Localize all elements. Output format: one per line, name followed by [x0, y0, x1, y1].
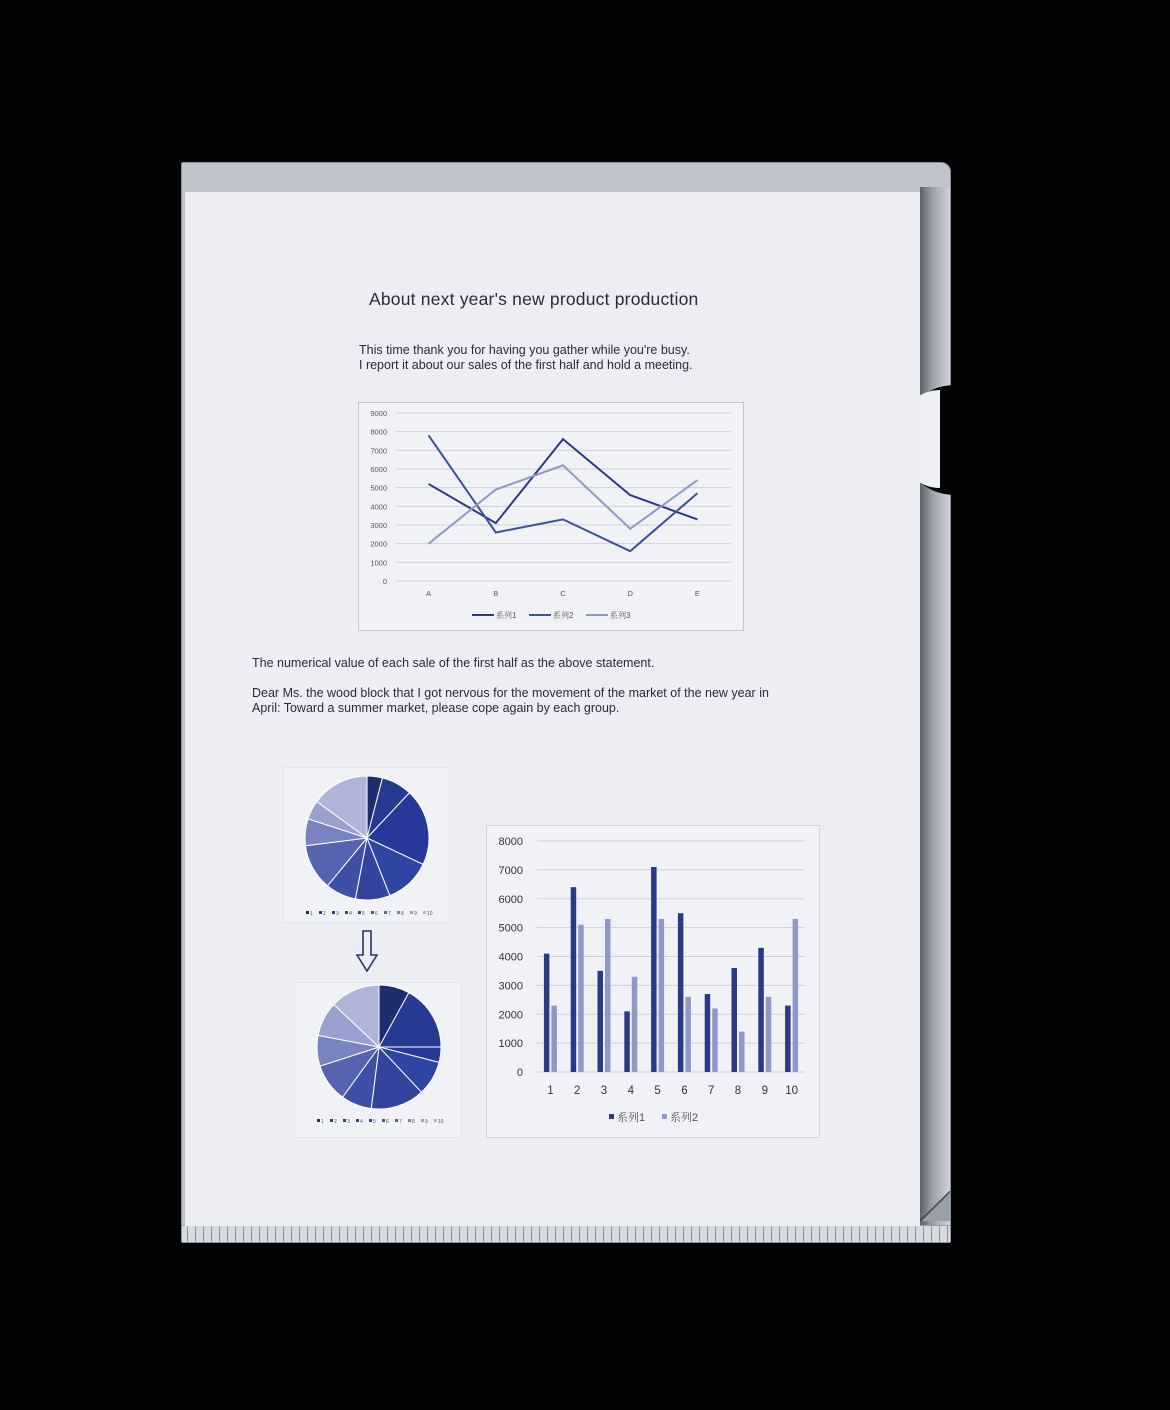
legend-label: 系列3 — [610, 611, 631, 620]
x-tick-label: 7 — [707, 1085, 715, 1097]
legend-label: 1 — [310, 911, 313, 917]
y-tick-label: 2000 — [498, 1009, 523, 1022]
y-tick-label: 3000 — [498, 980, 523, 993]
bar — [598, 971, 604, 1072]
legend-label: 系列1 — [496, 611, 517, 620]
bar — [685, 997, 691, 1072]
legend-swatch — [408, 1119, 411, 1122]
bar — [624, 1011, 630, 1072]
legend-label: 7 — [399, 1119, 402, 1125]
x-tick-label: C — [560, 589, 566, 598]
body-line-1: The numerical value of each sale of the first half as the above statement. — [252, 656, 655, 670]
y-tick-label: 0 — [382, 577, 387, 586]
x-tick-label: 8 — [734, 1085, 742, 1097]
y-tick-label: 6000 — [370, 465, 387, 474]
x-tick-label: 6 — [681, 1085, 688, 1097]
document-title: About next year's new product production — [369, 289, 699, 309]
bar — [659, 919, 665, 1072]
down-arrow-icon — [355, 929, 379, 975]
seal-strip — [182, 1225, 950, 1242]
bar — [578, 925, 584, 1072]
legend-swatch — [421, 1119, 424, 1122]
legend-label: 8 — [412, 1119, 415, 1125]
bar — [732, 968, 738, 1072]
bar — [651, 867, 657, 1072]
legend-swatch — [317, 1119, 320, 1122]
y-tick-label: 8000 — [498, 836, 523, 848]
body-line-3: April: Toward a summer market, please cope again by each group. — [252, 701, 620, 715]
legend-swatch — [306, 911, 309, 914]
x-tick-label: 2 — [573, 1085, 581, 1097]
x-tick-label: 10 — [785, 1085, 798, 1097]
x-tick-label: A — [426, 589, 432, 598]
bar — [766, 997, 772, 1072]
legend-label: 系列2 — [670, 1112, 699, 1124]
x-tick-label: 3 — [600, 1085, 608, 1097]
bar — [632, 977, 638, 1072]
series-line — [429, 435, 698, 551]
y-tick-label: 9000 — [370, 409, 387, 418]
legend-swatch — [384, 911, 387, 914]
legend-label: 系列1 — [617, 1112, 646, 1124]
legend-label: 系列2 — [553, 611, 574, 620]
legend-swatch — [345, 911, 348, 914]
y-tick-label: 4000 — [498, 951, 523, 964]
y-tick-label: 7000 — [498, 864, 523, 877]
y-tick-label: 6000 — [498, 893, 523, 906]
bar — [712, 1008, 718, 1072]
legend-label: 6 — [386, 1119, 389, 1125]
y-tick-label: 0 — [516, 1067, 523, 1079]
legend-swatch — [330, 1119, 333, 1122]
legend-label: 7 — [388, 911, 391, 917]
intro-line-2: I report it about our sales of the first half and hold a meeting. — [359, 358, 693, 372]
legend-label: 8 — [401, 911, 404, 917]
legend-swatch — [662, 1114, 667, 1119]
bar — [705, 994, 711, 1072]
corner-cut — [920, 1191, 950, 1221]
bar — [785, 1006, 791, 1072]
legend-label: 3 — [336, 911, 339, 917]
legend-label: 3 — [347, 1119, 350, 1125]
legend-label: 4 — [349, 911, 352, 917]
x-tick-label: 1 — [547, 1085, 554, 1097]
legend-swatch — [434, 1119, 437, 1122]
legend-swatch — [423, 911, 426, 914]
x-tick-label: 9 — [761, 1085, 769, 1097]
legend-label: 1 — [321, 1119, 324, 1125]
line-chart-panel — [358, 402, 744, 631]
bar — [758, 948, 764, 1072]
line-chart — [359, 403, 743, 630]
bar — [605, 919, 611, 1072]
pie-chart-after — [295, 983, 461, 1137]
x-tick-label: 4 — [627, 1085, 635, 1097]
y-tick-label: 5000 — [498, 922, 523, 935]
legend-label: 2 — [323, 911, 326, 917]
x-tick-label: 5 — [654, 1085, 661, 1097]
bar — [544, 954, 550, 1072]
legend-label: 9 — [414, 911, 417, 917]
y-tick-label: 4000 — [370, 502, 387, 512]
body-line-2: Dear Ms. the wood block that I got nervous for the movement of the market of the new year in — [252, 686, 769, 700]
y-tick-label: 2000 — [370, 539, 387, 549]
legend-swatch — [371, 911, 374, 914]
legend-swatch — [410, 911, 413, 914]
pie-chart-after-panel — [294, 982, 462, 1138]
legend-label: 6 — [375, 911, 378, 917]
y-tick-label: 8000 — [370, 427, 387, 437]
bar — [571, 887, 577, 1072]
bar — [678, 913, 684, 1072]
legend-swatch — [332, 911, 335, 914]
bar-chart — [487, 826, 819, 1137]
paper-sheet — [185, 192, 920, 1226]
bar — [793, 919, 799, 1072]
y-tick-label: 1000 — [498, 1038, 523, 1051]
legend-label: 4 — [360, 1119, 363, 1125]
x-tick-label: E — [694, 589, 700, 598]
x-tick-label: D — [627, 589, 633, 598]
legend-swatch — [382, 1119, 385, 1122]
folder-edge — [920, 187, 950, 1227]
legend-label: 2 — [334, 1119, 337, 1125]
legend-label: 10 — [438, 1119, 444, 1125]
legend-label: 9 — [425, 1119, 428, 1125]
legend-swatch — [397, 911, 400, 914]
y-tick-label: 1000 — [370, 558, 387, 568]
legend-swatch — [395, 1119, 398, 1122]
bar — [739, 1032, 745, 1072]
intro-line-1: This time thank you for having you gather while you're busy. — [359, 343, 690, 357]
legend-label: 5 — [373, 1119, 376, 1125]
y-tick-label: 3000 — [370, 521, 387, 530]
legend-swatch — [609, 1114, 614, 1119]
bar — [551, 1006, 557, 1072]
x-tick-label: B — [493, 589, 499, 598]
legend-swatch — [319, 911, 322, 914]
y-tick-label: 5000 — [370, 483, 387, 493]
bar-chart-panel — [486, 825, 820, 1138]
legend-label: 5 — [362, 911, 365, 917]
legend-swatch — [369, 1119, 372, 1122]
pie-chart-before-panel — [283, 767, 450, 923]
legend-swatch — [358, 911, 361, 914]
legend-swatch — [356, 1119, 359, 1122]
legend-label: 10 — [427, 911, 433, 917]
y-tick-label: 7000 — [370, 446, 387, 456]
pie-chart-before — [284, 768, 449, 922]
legend-swatch — [343, 1119, 346, 1122]
